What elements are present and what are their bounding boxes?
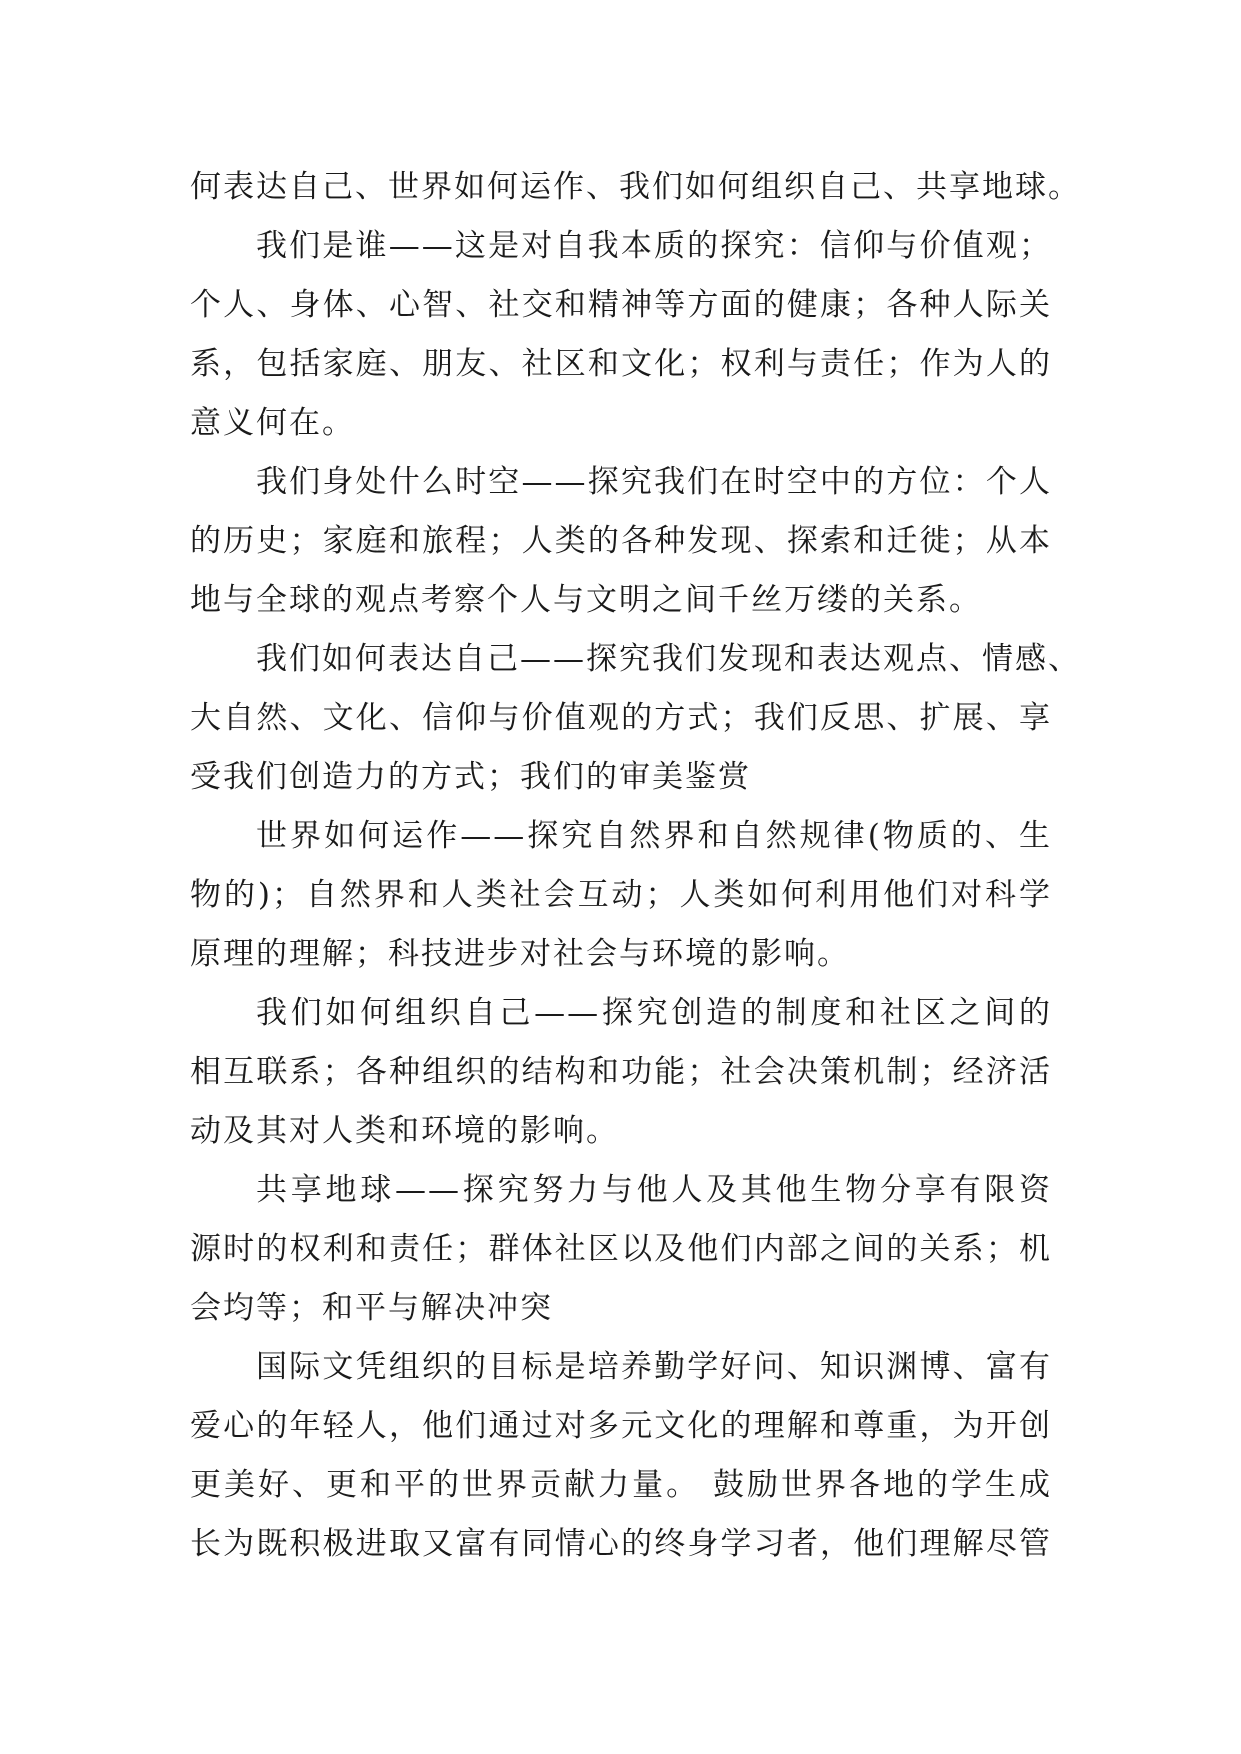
- paragraph-line-how-world-works: 世界如何运作——探究自然界和自然规律(物质的、生: [256, 818, 1052, 854]
- paragraph-line-ibo-mission: 国际文凭组织的目标是培养勤学好问、知识渊博、富有: [256, 1349, 1052, 1385]
- paragraph-line-sharing-planet: 共享地球——探究努力与他人及其他生物分享有限资: [256, 1172, 1052, 1208]
- paragraph-line-where-we-are: 我们身处什么时空——探究我们在时空中的方位：个人: [256, 464, 1052, 500]
- text-line: 物的)；自然界和人类社会互动；人类如何利用他们对科学: [190, 877, 1052, 913]
- text-line: 意义何在。: [190, 405, 355, 441]
- text-line: 动及其对人类和环境的影响。: [190, 1113, 619, 1149]
- text-line: 原理的理解；科技进步对社会与环境的影响。: [190, 936, 850, 972]
- text-line: 的历史；家庭和旅程；人类的各种发现、探索和迁徙；从本: [190, 523, 1052, 559]
- body-text: [190, 158, 1081, 1574]
- text-line: 何表达自己、世界如何运作、我们如何组织自己、共享地球。: [190, 169, 1081, 205]
- text-line: 源时的权利和责任；群体社区以及他们内部之间的关系；机: [190, 1231, 1052, 1267]
- text-line: 受我们创造力的方式；我们的审美鉴赏: [190, 759, 751, 795]
- text-line: 长为既积极进取又富有同情心的终身学习者，他们理解尽管: [190, 1526, 1052, 1562]
- paragraph-line-who-we-are: 我们是谁——这是对自我本质的探究：信仰与价值观；: [256, 228, 1052, 264]
- text-line: 个人、身体、心智、社交和精神等方面的健康；各种人际关: [190, 287, 1052, 323]
- text-line: 会均等；和平与解决冲突: [190, 1290, 553, 1326]
- text-line: 系，包括家庭、朋友、社区和文化；权利与责任；作为人的: [190, 346, 1052, 382]
- paragraph-line-how-we-organize: 我们如何组织自己——探究创造的制度和社区之间的: [256, 995, 1052, 1031]
- text-line: 相互联系；各种组织的结构和功能；社会决策机制；经济活: [190, 1054, 1052, 1090]
- paragraph-line-how-we-express: 我们如何表达自己——探究我们发现和表达观点、情感、: [256, 641, 1081, 677]
- text-line: 更美好、更和平的世界贡献力量。 鼓励世界各地的学生成: [190, 1467, 1052, 1503]
- text-line: 大自然、文化、信仰与价值观的方式；我们反思、扩展、享: [190, 700, 1052, 736]
- text-line: 地与全球的观点考察个人与文明之间千丝万缕的关系。: [190, 582, 982, 618]
- text-line: 爱心的年轻人，他们通过对多元文化的理解和尊重，为开创: [190, 1408, 1052, 1444]
